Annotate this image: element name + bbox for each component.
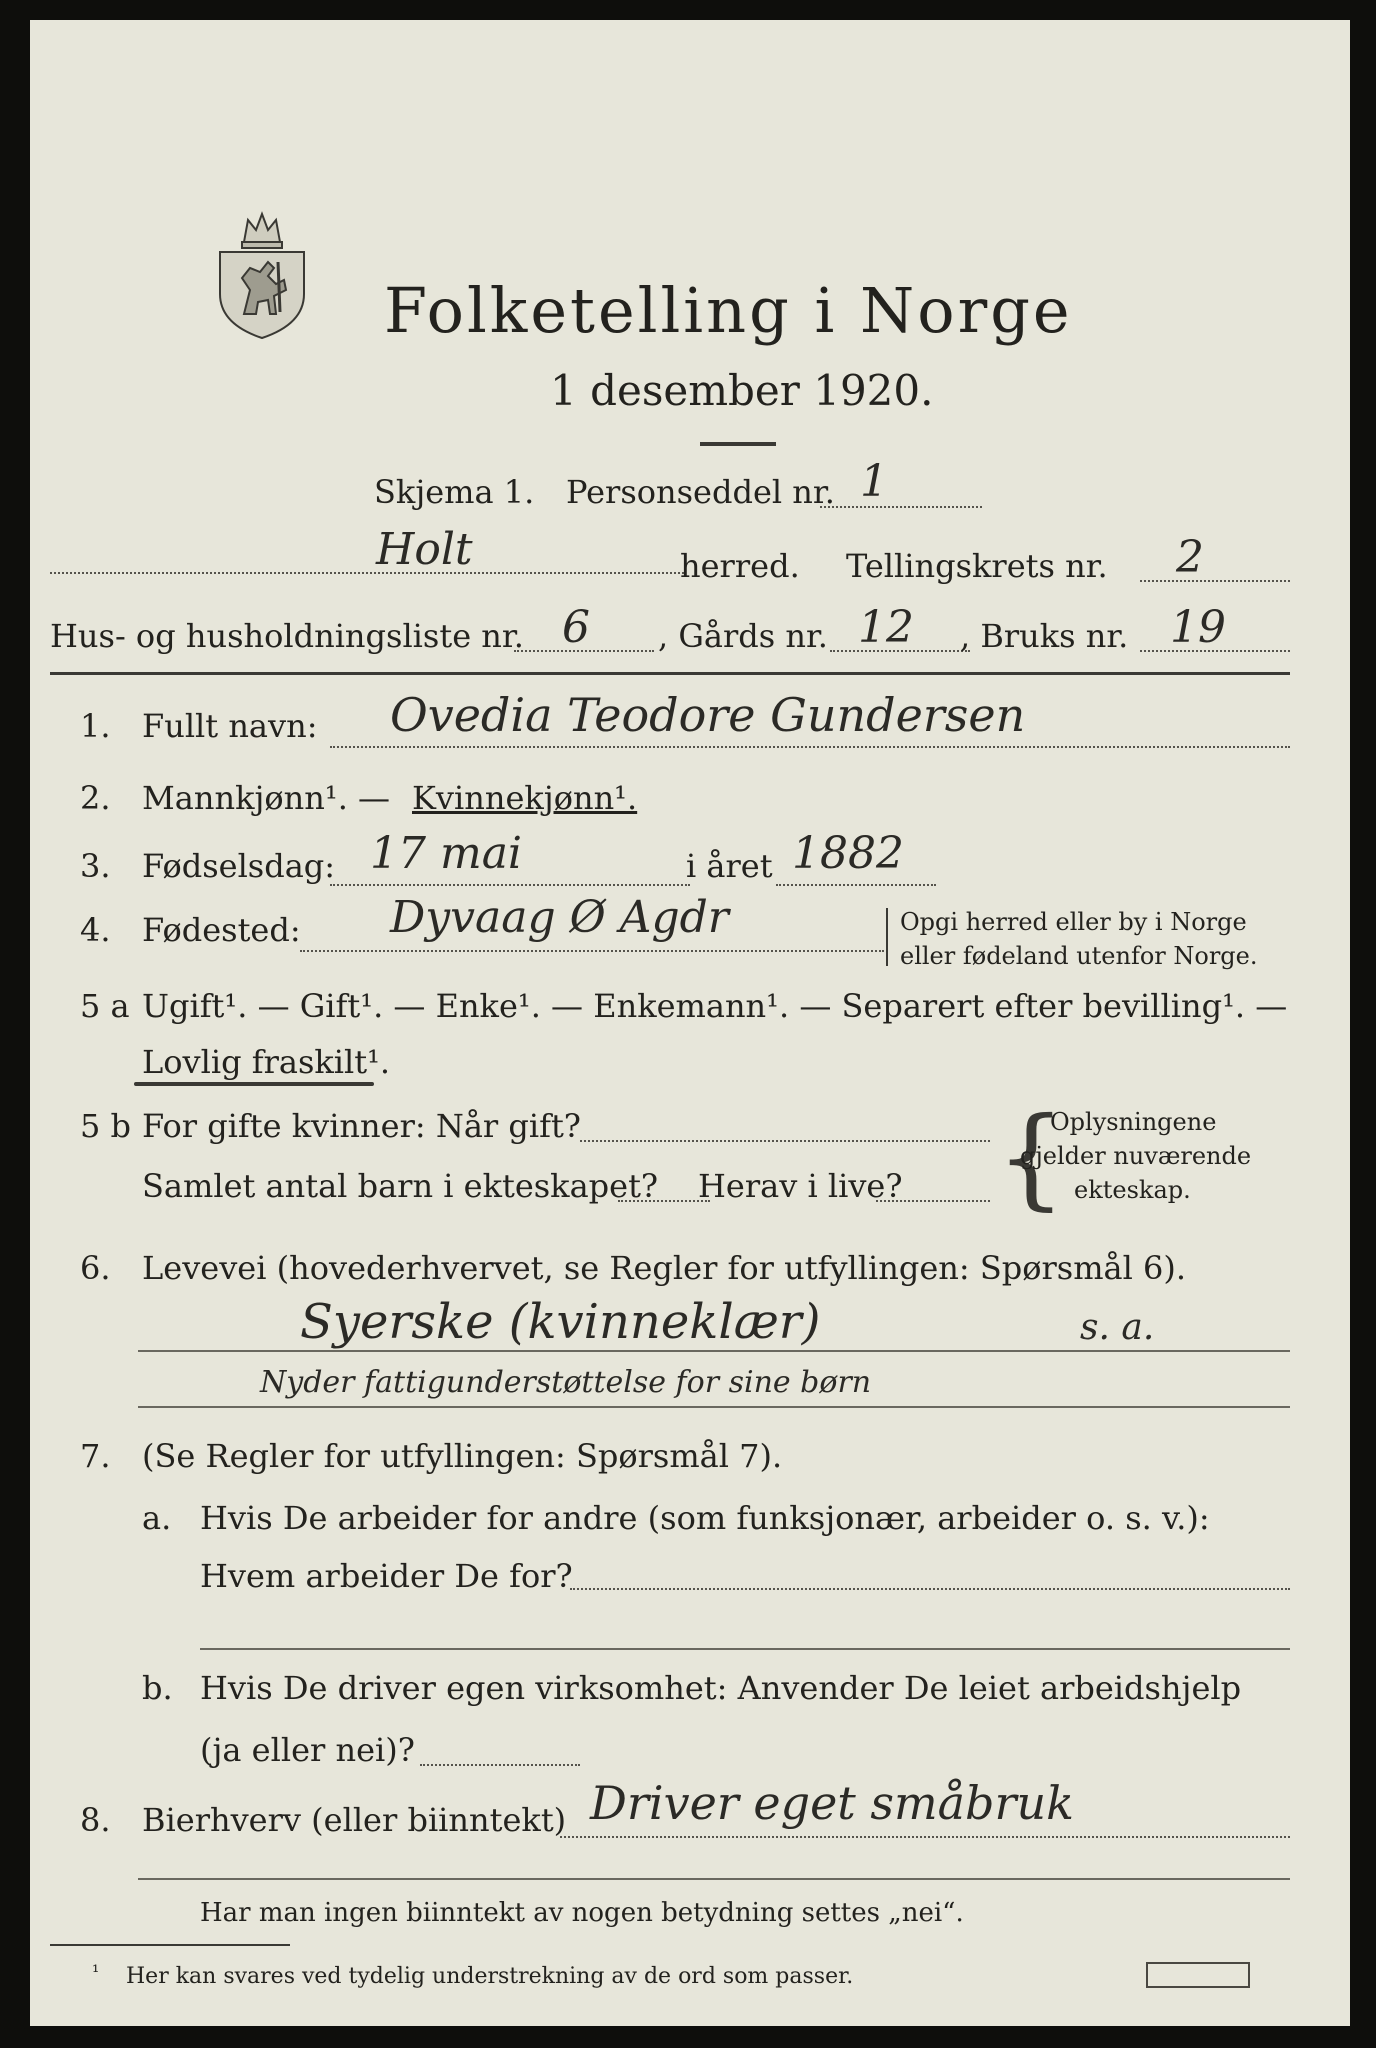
- skjema-label: Skjema 1.: [374, 473, 535, 511]
- q5b-label-3: Herav i live?: [698, 1167, 903, 1205]
- q2-female: Kvinnekjønn¹.: [412, 779, 638, 817]
- q6-value-1: Syerske (kvinneklær): [300, 1294, 821, 1350]
- footnote-divider: [50, 1944, 290, 1946]
- q4-number: 4.: [80, 911, 111, 949]
- q5b-alive-line: [876, 1200, 990, 1202]
- q5b-note-2: gjelder nuværende: [1020, 1142, 1252, 1170]
- q7b-label-2: (ja eller nei)?: [200, 1731, 415, 1769]
- q5b-brace-icon: {: [996, 1093, 1066, 1221]
- q7b-letter: b.: [142, 1669, 173, 1707]
- footnote-text: Her kan svares ved tydelig understrekning av de ord som passer.: [126, 1964, 854, 1989]
- herred-label: herred.: [680, 547, 800, 585]
- norway-coat-of-arms-icon: [214, 202, 310, 342]
- q7b-line: [420, 1764, 580, 1766]
- q3-label: Fødselsdag:: [142, 847, 336, 885]
- q7a-label-1: Hvis De arbeider for andre (som funksjonær, arbeider o. s. v.):: [200, 1499, 1210, 1537]
- q5b-note-3: ekteskap.: [1074, 1176, 1191, 1204]
- q5b-when-line: [580, 1140, 990, 1142]
- bruks-value: 19: [1170, 602, 1226, 653]
- q6-number: 6.: [80, 1249, 111, 1287]
- q5b-children-line: [618, 1200, 710, 1202]
- q4-note-bracket: [886, 908, 888, 966]
- q1-number: 1.: [80, 707, 111, 745]
- tellingskrets-line: [1140, 580, 1290, 582]
- printer-stamp: [1146, 1962, 1250, 1988]
- q3-year-label: i året: [686, 847, 773, 885]
- q6-value-1b: s. a.: [1080, 1307, 1155, 1348]
- q7b-label-1: Hvis De driver egen virksomhet: Anvender De leiet arbeidshjelp: [200, 1669, 1242, 1707]
- q4-note-1: Opgi herred eller by i Norge: [900, 908, 1247, 936]
- q7a-line-1: [570, 1588, 1290, 1590]
- q7a-line-2: [200, 1648, 1290, 1650]
- herred-value: Holt: [376, 524, 473, 575]
- q5a-underline-mark: [134, 1082, 374, 1086]
- q4-label: Fødested:: [142, 911, 301, 949]
- q5b-label-2: Samlet antal barn i ekteskapet?: [142, 1167, 659, 1205]
- q5a-options: Ugift¹. — Gift¹. — Enke¹. — Enkemann¹. — Separert efter bevilling¹. —: [142, 987, 1288, 1025]
- q8-line: [560, 1836, 1290, 1838]
- q1-line: [330, 746, 1290, 748]
- q7a-letter: a.: [142, 1499, 172, 1537]
- q5a-option-last: Lovlig fraskilt¹.: [142, 1043, 391, 1081]
- q4-note-2: eller fødeland utenfor Norge.: [900, 942, 1258, 970]
- personseddel-value: 1: [860, 456, 888, 507]
- q3-number: 3.: [80, 847, 111, 885]
- q3-year-value: 1882: [792, 828, 904, 879]
- q7-label: (Se Regler for utfyllingen: Spørsmål 7).: [142, 1437, 783, 1475]
- q8-label: Bierhverv (eller biinntekt): [142, 1801, 567, 1839]
- form-date: 1 desember 1920.: [550, 366, 934, 415]
- header-divider: [50, 672, 1290, 675]
- q2-male: Mannkjønn¹. —: [142, 779, 391, 817]
- q3-year-line: [776, 884, 936, 886]
- q6-line-2: [138, 1406, 1290, 1408]
- form-title: Folketelling i Norge: [384, 274, 1073, 347]
- hus-value: 6: [562, 602, 590, 653]
- q5a-number: 5 a: [80, 987, 130, 1025]
- q5b-note-1: Oplysningene: [1050, 1108, 1217, 1136]
- q7-number: 7.: [80, 1437, 111, 1475]
- tellingskrets-value: 2: [1176, 532, 1204, 583]
- herred-line: [50, 572, 684, 574]
- bruks-label: , Bruks nr.: [960, 617, 1129, 655]
- q6-value-2: Nyder fattigunderstøttelse for sine børn: [260, 1365, 872, 1400]
- q8-number: 8.: [80, 1801, 111, 1839]
- q3-day-line: [330, 884, 690, 886]
- q2-number: 2.: [80, 779, 111, 817]
- q5b-label-1: For gifte kvinner: Når gift?: [142, 1107, 581, 1145]
- gards-value: 12: [858, 602, 914, 653]
- tellingskrets-label: Tellingskrets nr.: [846, 547, 1108, 585]
- hus-label: Hus- og husholdningsliste nr.: [50, 617, 524, 655]
- personseddel-line: [820, 506, 982, 508]
- q4-value: Dyvaag Ø Agdr: [390, 892, 729, 943]
- q3-day-value: 17 mai: [370, 828, 523, 879]
- q6-label: Levevei (hovederhvervet, se Regler for utfyllingen: Spørsmål 6).: [142, 1249, 1187, 1287]
- q7a-label-2: Hvem arbeider De for?: [200, 1557, 573, 1595]
- q8-value: Driver eget småbruk: [590, 1776, 1074, 1830]
- q6-line-1: [138, 1350, 1290, 1352]
- q5b-number: 5 b: [80, 1107, 132, 1145]
- title-divider: [700, 442, 776, 446]
- footer-divider: [138, 1878, 1290, 1880]
- census-form-page: [30, 20, 1350, 2026]
- q4-line: [300, 950, 884, 952]
- gards-label: , Gårds nr.: [658, 617, 828, 655]
- footnote-mark: ¹: [92, 1962, 100, 1983]
- q1-value: Ovedia Teodore Gundersen: [390, 688, 1026, 742]
- q1-label: Fullt navn:: [142, 707, 318, 745]
- footer-note: Har man ingen biinntekt av nogen betydning settes „nei“.: [200, 1898, 964, 1928]
- personseddel-label: Personseddel nr.: [566, 473, 835, 511]
